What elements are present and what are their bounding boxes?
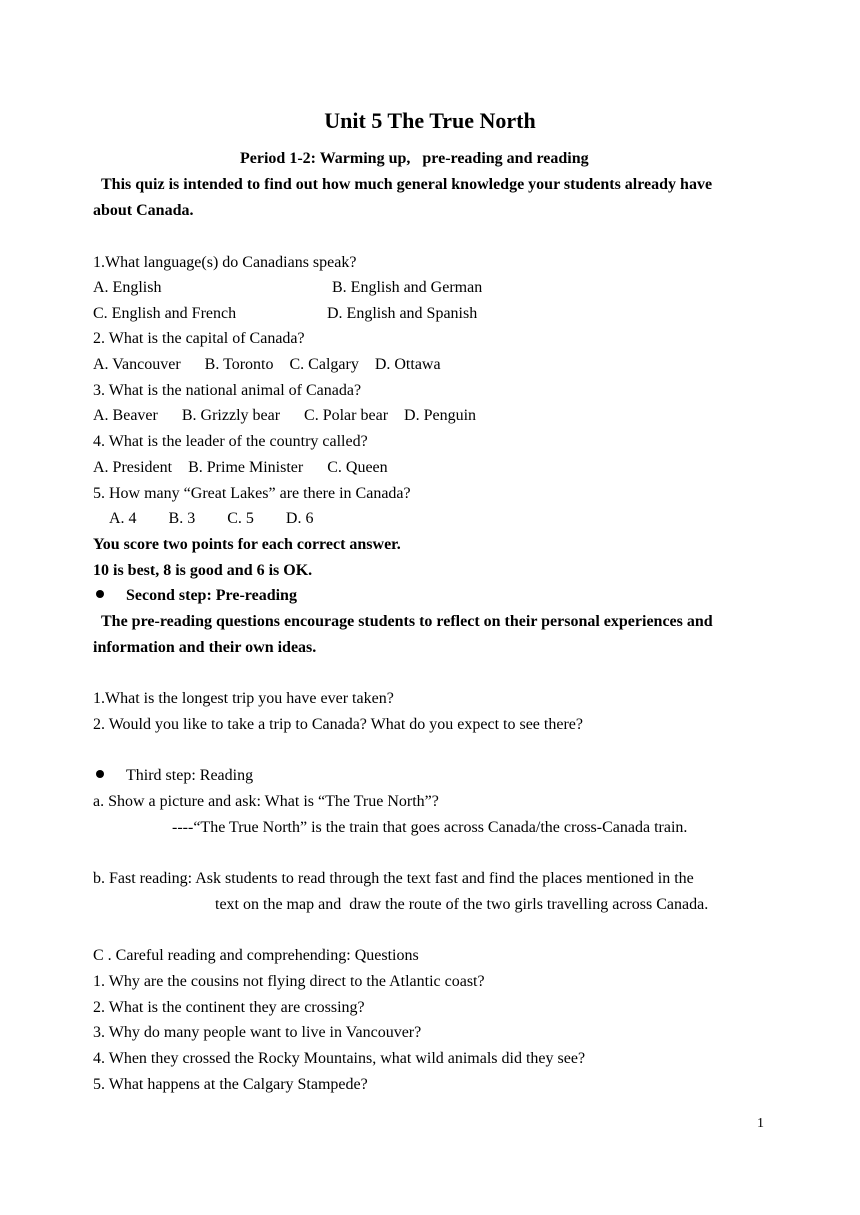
intro-line-1: This quiz is intended to find out how much general knowledge your students already have [93,176,713,193]
quiz-question-3: 3. What is the national animal of Canada? [93,382,362,399]
quiz-q3-options: A. Beaver B. Grizzly bear C. Polar bear D. Penguin [93,407,477,424]
quiz-question-1: 1.What language(s) do Canadians speak? [93,254,357,271]
quiz-q5-options: A. 4 B. 3 C. 5 D. 6 [93,510,314,527]
reading-item-c: C . Careful reading and comprehending: Questions [93,947,419,964]
quiz-q2-options: A. Vancouver B. Toronto C. Calgary D. Ottawa [93,356,441,373]
quiz-q1-options-row-2 [93,304,477,324]
second-step-desc-2: information and their own ideas. [93,639,317,656]
careful-question-3: 3. Why do many people want to live in Vancouver? [93,1024,422,1041]
reading-item-a-answer: ----“The True North” is the train that goes across Canada/the cross-Canada train. [172,819,688,836]
careful-question-2: 2. What is the continent they are crossing? [93,999,365,1016]
second-step-desc-1: The pre-reading questions encourage students to reflect on their personal experiences and [93,613,713,630]
quiz-question-2: 2. What is the capital of Canada? [93,330,305,347]
quiz-q1-option-b: B. English and German [332,279,483,296]
second-step-heading [93,586,297,606]
prereading-question-1: 1.What is the longest trip you have ever taken? [93,690,394,707]
quiz-q1-options-row-1 [93,278,482,298]
page-number: 1 [757,1116,764,1131]
quiz-question-5: 5. How many “Great Lakes” are there in Canada? [93,485,411,502]
careful-question-4: 4. When they crossed the Rocky Mountains, what wild animals did they see? [93,1050,586,1067]
score-note-2: 10 is best, 8 is good and 6 is OK. [93,562,313,579]
third-step-heading-text: Third step: Reading [126,767,254,784]
quiz-q1-option-c: C. English and French [93,305,237,322]
careful-question-1: 1. Why are the cousins not flying direct to the Atlantic coast? [93,973,485,990]
page-title: Unit 5 The True North [324,108,536,133]
reading-item-b-line-1: b. Fast reading: Ask students to read through the text fast and find the places mentioned in the [93,870,694,887]
careful-question-5: 5. What happens at the Calgary Stampede? [93,1076,368,1093]
page-subtitle: Period 1-2: Warming up, pre-reading and reading [240,150,589,167]
third-step-heading [93,766,253,786]
intro-line-2: about Canada. [93,202,194,219]
quiz-question-4: 4. What is the leader of the country called? [93,433,368,450]
quiz-q1-option-d: D. English and Spanish [327,305,478,322]
bullet-icon [96,770,104,778]
quiz-q1-option-a: A. English [93,279,162,296]
score-note-1: You score two points for each correct answer. [93,536,401,553]
reading-item-b-line-2: text on the map and draw the route of the two girls travelling across Canada. [215,896,709,913]
prereading-question-2: 2. Would you like to take a trip to Canada? What do you expect to see there? [93,716,583,733]
bullet-icon [96,590,104,598]
reading-item-a: a. Show a picture and ask: What is “The True North”? [93,793,439,810]
second-step-heading-text: Second step: Pre-reading [126,587,297,604]
quiz-q4-options: A. President B. Prime Minister C. Queen [93,459,388,476]
